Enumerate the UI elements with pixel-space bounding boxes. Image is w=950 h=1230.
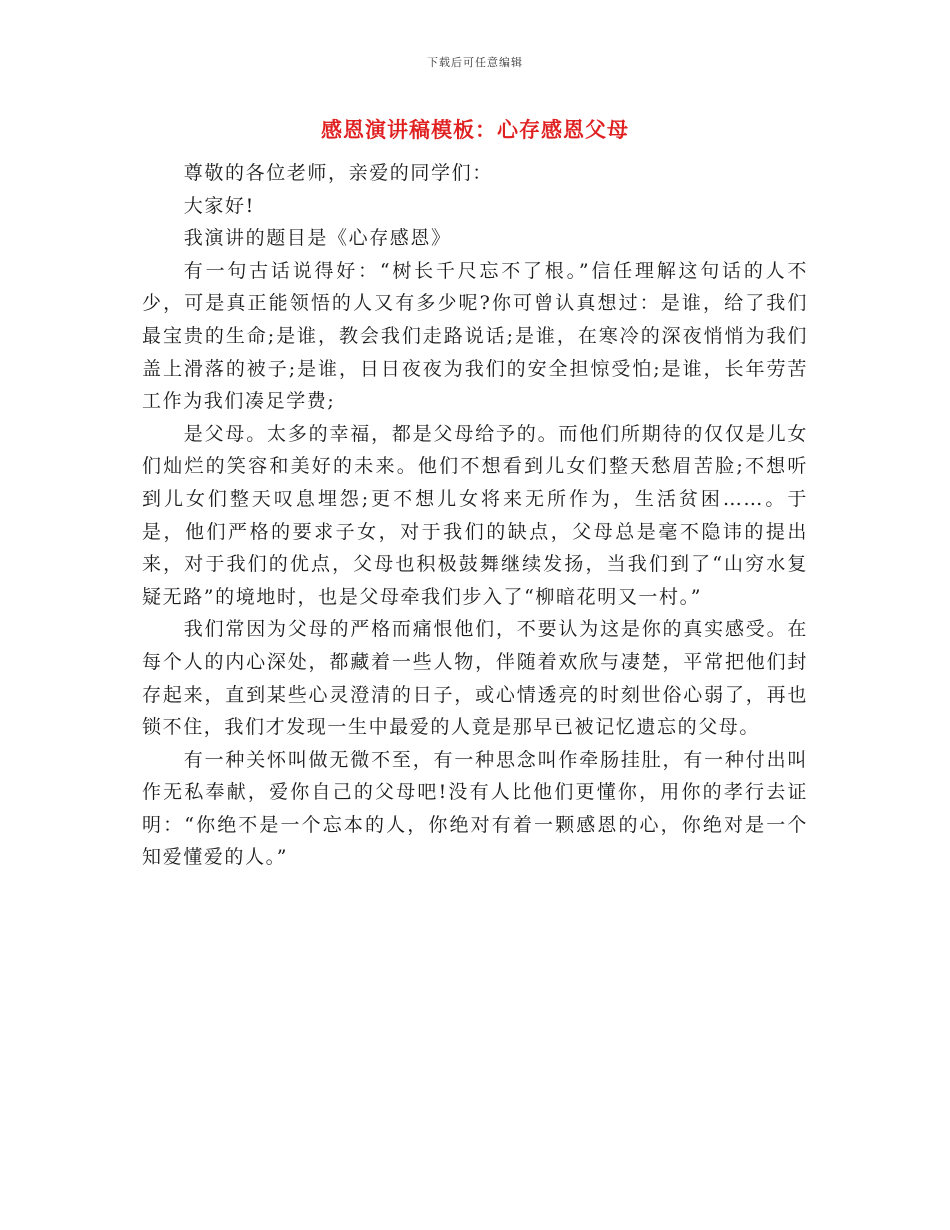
topic-paragraph: 我演讲的题目是《心存感恩》 [183, 227, 452, 250]
header-note: 下载后可任意编辑 [427, 56, 523, 69]
body-paragraph: 我们常因为父母的严格而痛恨他们，不要认为这是你的真实感受。在每个人的内心深处，都藏着一些人物，伴随着欢欣与凄楚，平常把他们封存起来，直到某些心灵澄清的日子，或心情透亮的时刻世俗心弱了，再也锁不住，我们才发现一生中最爱的人竟是那早已被记忆遗忘的父母。 [142, 618, 808, 739]
speech-body [142, 157, 808, 874]
body-paragraph: 有一种关怀叫做无微不至，有一种思念叫作牵肠挂肚，有一种付出叫作无私奉献，爱你自己的父母吧!没有人比他们更懂你，用你的孝行去证明：“你绝不是一个忘本的人，你绝对有着一颗感恩的心，你绝对是一个知爱懂爱的人。” [142, 748, 808, 869]
body-paragraph: 有一句古话说得好：“树长千尺忘不了根。”信任理解这句话的人不少，可是真正能领悟的人又有多少呢?你可曾认真想过：是谁，给了我们最宝贵的生命;是谁，教会我们走路说话;是谁，在寒冷的深夜悄悄为我们盖上滑落的被子;是谁，日日夜夜为我们的安全担惊受怕;是谁，长年劳苦工作为我们凑足学费; [142, 259, 808, 413]
salutation-paragraph: 尊敬的各位老师，亲爱的同学们： [183, 162, 493, 184]
greeting-paragraph: 大家好! [183, 194, 255, 217]
body-paragraph: 是父母。太多的幸福，都是父母给予的。而他们所期待的仅仅是儿女们灿烂的笑容和美好的未来。他们不想看到儿女们整天愁眉苦脸;不想听到儿女们整天叹息埋怨;更不想儿女将来无所作为，生活贫困……。于是，他们严格的要求子女，对于我们的缺点，父母总是毫不隐讳的提出来，对于我们的优点，父母也积极鼓舞继续发扬，当我们到了“山穷水复疑无路”的境地时，也是父母牵我们步入了“柳暗花明又一村。” [142, 422, 808, 608]
document-title: 感恩演讲稿模板：心存感恩父母 [321, 117, 629, 142]
